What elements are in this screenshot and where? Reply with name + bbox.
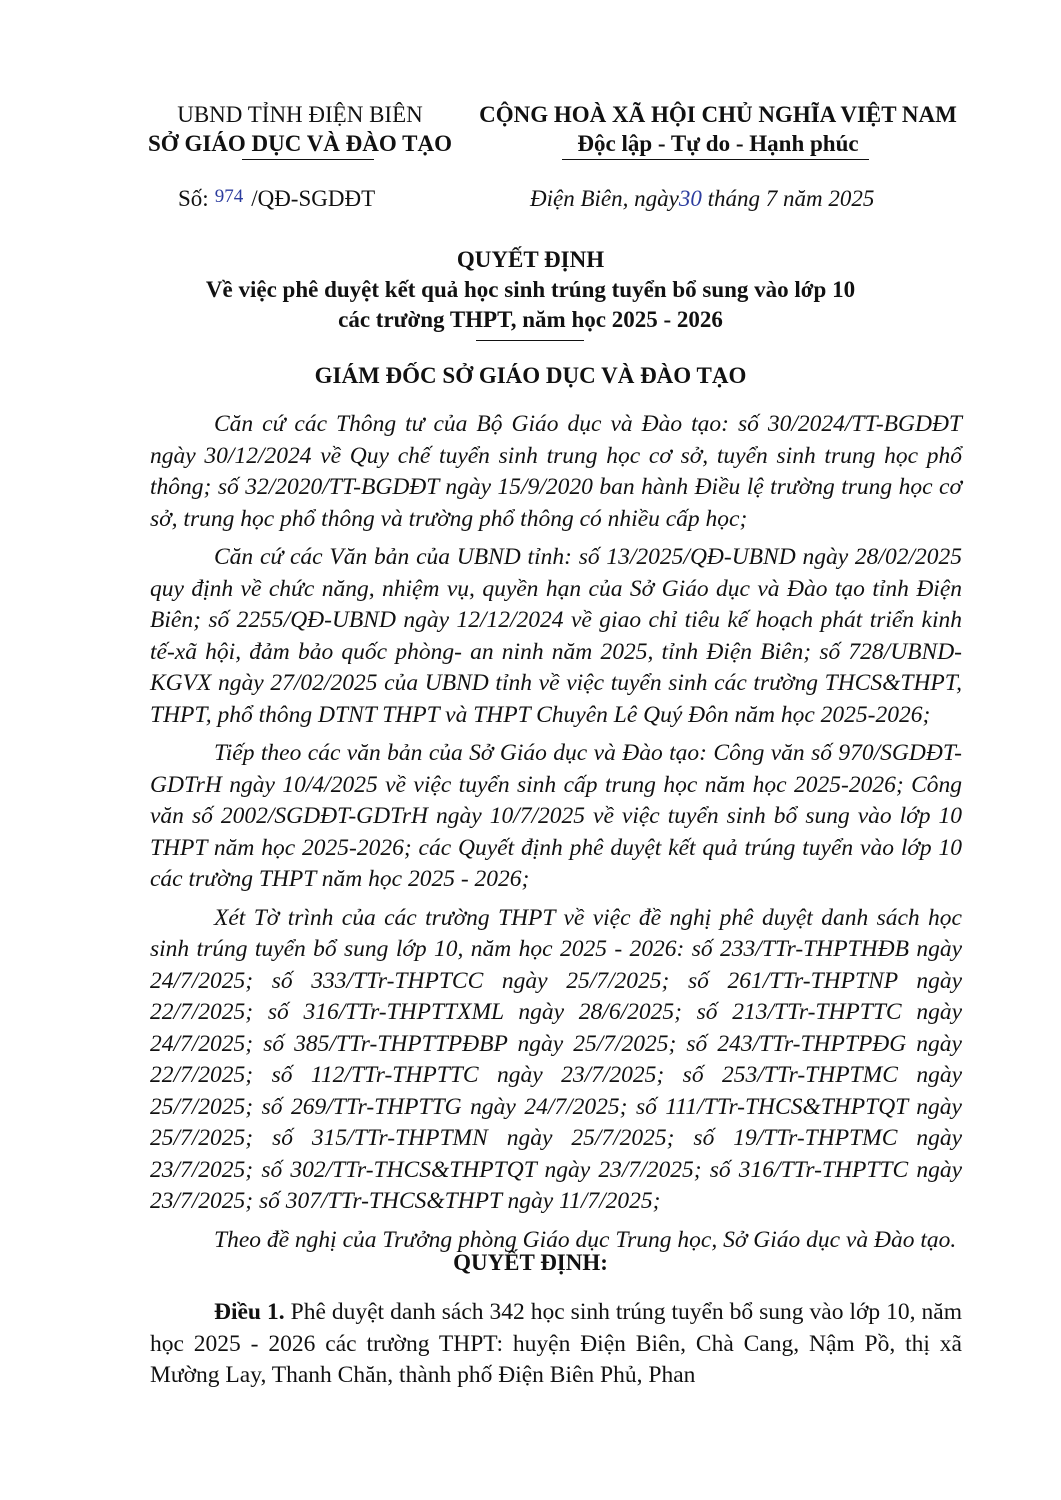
number-value: 974 [214,186,244,207]
motto: Độc lập - Tự do - Hạnh phúc [577,131,859,156]
legal-bases [150,409,962,1263]
title-main: QUYẾT ĐỊNH [456,247,605,272]
basis-paragraph: Theo đề nghị của Trưởng phòng Giáo dục Trung học, Sở Giáo dục và Đào tạo. [214,1226,957,1253]
basis-paragraph: Căn cứ các Văn bản của UBND tỉnh: số 13/2025/QĐ-UBND ngày 28/02/2025 quy định về chức năng, nhiệm vụ, quyền hạn của Sở Giáo dục và Đào tạo tỉnh Điện Biên; số 2255/QĐ-UBND ngày 12/12/2024 về giao chỉ tiêu kế hoạch phát triển kinh tế-xã hội, đảm bảo quốc phòng- an ninh năm 2025, tỉnh Điện Biên; số 728/UBND-KGVX ngày 27/02/2025 của UBND tỉnh về việc tuyển sinh các trường THCS&THPT, THPT, phổ thông DTNT THPT và THPT Chuyên Lê Quý Đôn năm học 2025-2026; [150,544,962,728]
article-1 [150,1297,962,1399]
title-line-2: các trường THPT, năm học 2025 - 2026 [338,307,723,332]
agency-underline [242,159,374,160]
article-text: Phê duyệt danh sách 342 học sinh trúng tuyển bổ sung vào lớp 10, năm học 2025 - 2026 các trường THPT: huyện Điện Biên, Chà Cang, Nậm Pồ, thị xã Mường Lay, Thanh Chăn, thành phố Điện Biên Phủ, Phan [150,1299,963,1388]
issue-date: Điện Biên, ngày30 tháng 7 năm 2025 [530,186,875,211]
decision-heading: QUYẾT ĐỊNH: [453,1250,608,1275]
country-name: CỘNG HOÀ XÃ HỘI CHỦ NGHĨA VIỆT NAM [479,102,957,127]
issue-day: 30 [678,186,702,211]
title-line-1: Về việc phê duyệt kết quả học sinh trúng tuyển bổ sung vào lớp 10 [205,277,856,302]
authority-heading: GIÁM ĐỐC SỞ GIÁO DỤC VÀ ĐÀO TẠO [314,363,747,388]
province-committee: UBND TỈNH ĐIỆN BIÊN [177,102,423,127]
department-name: SỞ GIÁO DỤC VÀ ĐÀO TẠO [148,131,452,156]
document-number: Số: 974 /QĐ-SGDĐT [178,186,376,211]
basis-paragraph: Tiếp theo các văn bản của Sở Giáo dục và Đào tạo: Công văn số 970/SGDĐT-GDTrH ngày 10/4/2025 về việc tuyển sinh cấp trung học năm học 2025-2026; Công văn số 2002/SGDĐT-GDTrH ngày 10/7/2025 về việc tuyển sinh bổ sung vào lớp 10 THPT năm học 2025-2026; các Quyết định phê duyệt kết quả trúng tuyển vào lớp 10 các trường THPT năm học 2025 - 2026; [150,740,962,892]
basis-paragraph: Căn cứ các Thông tư của Bộ Giáo dục và Đào tạo: số 30/2024/TT-BGDĐT ngày 30/12/2024 về Quy chế tuyển sinh trung học cơ sở, tuyển sinh trung học phổ thông; số 32/2020/TT-BGDĐT ngày 15/9/2020 ban hành Điều lệ trường trung học cơ sở, trung học phổ thông và trường phổ thông có nhiều cấp học; [150,411,962,532]
title-underline [476,340,584,341]
document-title [0,245,1061,335]
motto-underline [562,159,869,160]
issuing-agency [140,100,460,158]
basis-paragraph: Xét Tờ trình của các trường THPT về việc đề nghị phê duyệt danh sách học sinh trúng tuyển bổ sung lớp 10, năm học 2025 - 2026: số 233/TTr-THPTHĐB ngày 24/7/2025; số 333/TTr-THPTCC ngày 25/7/2025; số 261/TTr-THPTNP ngày 22/7/2025; số 316/TTr-THPTTXML ngày 28/6/2025; số 213/TTr-THPTTC ngày 24/7/2025; số 385/TTr-THPTTPĐBP ngày 25/7/2025; số 243/TTr-THPTPĐG ngày 22/7/2025; số 112/TTr-THPTTC ngày 23/7/2025; số 253/TTr-THPTMC ngày 25/7/2025; số 269/TTr-THPTTG ngày 24/7/2025; số 111/TTr-THCS&THPTQT ngày 25/7/2025; số 315/TTr-THPTMN ngày 25/7/2025; số 19/TTr-THPTMC ngày 23/7/2025; số 302/TTr-THCS&THPTQT ngày 23/7/2025; số 316/TTr-THPTTC ngày 23/7/2025; số 307/TTr-THCS&THPT ngày 11/7/2025; [150,904,962,1214]
national-motto [468,100,968,158]
article-label: Điều 1. [214,1299,285,1325]
